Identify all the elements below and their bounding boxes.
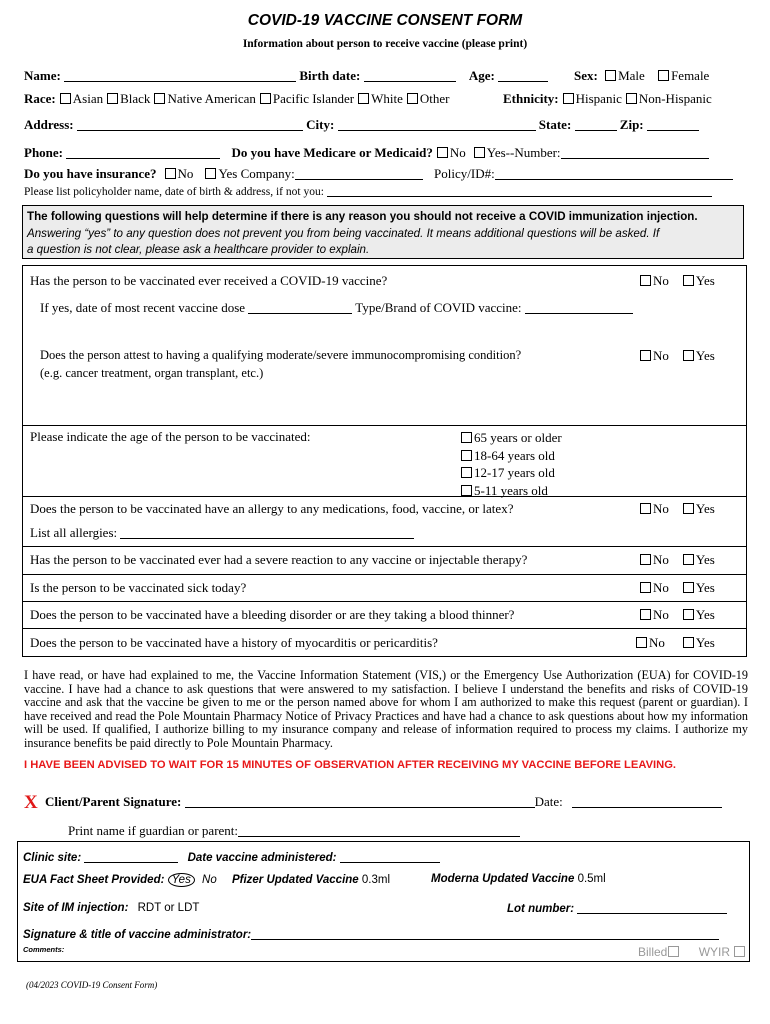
- question-allergy: Does the person to be vaccinated have an allergy to any medications, food, vaccine, or latex?: [30, 501, 514, 516]
- print-name-row: [68, 823, 520, 839]
- age-option: 12-17 years old: [474, 465, 555, 480]
- ethnicity-row: [503, 91, 712, 107]
- policyholder-field[interactable]: [327, 186, 712, 197]
- name-row: [24, 68, 548, 84]
- billed-label: Billed: [638, 945, 668, 959]
- race-option-native-american: Native American: [167, 91, 256, 106]
- site-im-row: [23, 902, 199, 914]
- yes-no-group: [632, 635, 715, 651]
- page-title: COVID-19 VACCINE CONSENT FORM: [247, 12, 523, 29]
- pfizer-label: Pfizer Updated Vaccine: [231, 874, 359, 886]
- divider: [22, 496, 747, 497]
- race-option-other: Other: [419, 91, 450, 106]
- age-checkbox[interactable]: [461, 432, 472, 443]
- allergies-field[interactable]: [120, 526, 414, 539]
- yes-checkbox[interactable]: [683, 554, 694, 565]
- state-label: State:: [538, 117, 572, 132]
- table-right-border: [746, 265, 747, 657]
- lot-field[interactable]: [577, 902, 727, 914]
- yes-label: Yes: [695, 607, 715, 622]
- zip-label: Zip:: [619, 117, 644, 132]
- yes-no-group: [636, 501, 715, 517]
- yes-label: Yes: [695, 552, 715, 567]
- female-label: Female: [671, 68, 710, 83]
- medicare-number-field[interactable]: [561, 146, 709, 159]
- sex-label: Sex:: [574, 68, 598, 83]
- male-label: Male: [618, 68, 645, 83]
- admin-signature-label: Signature & title of vaccine administrator:: [23, 929, 252, 941]
- x-mark: X: [24, 792, 38, 813]
- insurance-no-checkbox[interactable]: [165, 168, 176, 179]
- race-checkbox-white[interactable]: [358, 93, 369, 104]
- yes-label: Yes: [695, 580, 715, 595]
- immunocompromised-examples: (e.g. cancer treatment, organ transplant, etc.): [40, 366, 264, 380]
- wyir-checkbox[interactable]: [734, 946, 745, 957]
- no-checkbox[interactable]: [640, 503, 651, 514]
- prior-dose-row: [40, 300, 633, 316]
- moderna-dose: 0.5ml: [577, 873, 606, 885]
- question-myocarditis: Does the person to be vaccinated have a history of myocarditis or pericarditis?: [30, 635, 438, 650]
- race-checkbox-pacific-islander[interactable]: [260, 93, 271, 104]
- admin-signature-row: [23, 928, 719, 941]
- city-label: City:: [306, 117, 335, 132]
- admin-signature-field[interactable]: [251, 928, 719, 940]
- allergies-label: List all allergies:: [30, 525, 118, 540]
- clinic-site-label: Clinic site:: [23, 852, 82, 864]
- yes-no-group: [636, 348, 715, 364]
- birth-date-label: Birth date:: [299, 68, 361, 83]
- race-checkbox-native-american[interactable]: [154, 93, 165, 104]
- phone-label: Phone:: [24, 145, 63, 160]
- form-version-footer: (04/2023 COVID-19 Consent Form): [26, 980, 158, 990]
- insurance-yes-checkbox[interactable]: [205, 168, 216, 179]
- yes-no-group: [636, 580, 715, 596]
- site-im-options[interactable]: RDT or LDT: [137, 902, 200, 914]
- lot-row: [507, 902, 727, 915]
- clinic-site-field[interactable]: [84, 851, 178, 863]
- policyholder-row: [24, 186, 712, 198]
- race-label: Race:: [24, 91, 56, 106]
- medicare-no-label: No: [449, 145, 466, 160]
- female-checkbox[interactable]: [658, 70, 669, 81]
- insurance-label: Do you have insurance?: [24, 166, 157, 181]
- moderna-row: [431, 873, 606, 885]
- no-label: No: [649, 635, 665, 650]
- question-immunocompromised: Does the person attest to having a qualifying moderate/severe immunocompromising condition?: [40, 348, 522, 362]
- page-subtitle: Information about person to receive vaccine (please print): [242, 38, 528, 50]
- race-option-black: Black: [120, 91, 151, 106]
- notice-line-2: Answering “yes” to any question does not prevent you from being vaccinated. It means additional questions will be asked. If: [27, 226, 660, 240]
- print-name-field[interactable]: [238, 824, 520, 837]
- no-label: No: [653, 607, 669, 622]
- vaccine-brand-label: Type/Brand of COVID vaccine:: [355, 300, 522, 315]
- yes-label: Yes: [695, 348, 715, 363]
- name-label: Name:: [24, 68, 61, 83]
- no-checkbox[interactable]: [640, 554, 651, 565]
- age-option: 65 years or older: [474, 430, 562, 445]
- age-label: Age:: [468, 68, 495, 83]
- date-administered-label: Date vaccine administered:: [187, 852, 337, 864]
- ethnicity-option-hispanic: Hispanic: [575, 91, 622, 106]
- age-option: 18-64 years old: [474, 447, 555, 463]
- no-checkbox[interactable]: [640, 582, 651, 593]
- notice-box: [22, 205, 744, 259]
- ethnicity-option-non-hispanic: Non-Hispanic: [638, 91, 712, 106]
- print-name-label: Print name if guardian or parent:: [68, 823, 239, 838]
- yes-no-group: [636, 273, 715, 289]
- birth-date-field[interactable]: [364, 69, 456, 82]
- address-label: Address:: [24, 117, 74, 132]
- race-checkbox-black[interactable]: [107, 93, 118, 104]
- signature-row: [24, 792, 722, 814]
- site-im-label: Site of IM injection:: [23, 902, 129, 914]
- male-checkbox[interactable]: [605, 70, 616, 81]
- insurance-no-label: No: [177, 166, 194, 181]
- no-label: No: [653, 273, 669, 288]
- race-row: [24, 91, 449, 107]
- allergies-row: [30, 525, 414, 541]
- policy-field[interactable]: [495, 167, 733, 180]
- race-option-pacific-islander: Pacific Islander: [272, 91, 355, 106]
- table-left-border: [22, 265, 23, 657]
- lot-label: Lot number:: [507, 903, 575, 915]
- notice-line-3: a question is not clear, please ask a healthcare provider to explain.: [27, 243, 370, 256]
- no-checkbox[interactable]: [636, 637, 647, 648]
- yes-checkbox[interactable]: [683, 275, 694, 286]
- clinic-site-row: [23, 851, 440, 864]
- zip-field[interactable]: [647, 118, 699, 131]
- sex-row: [574, 68, 709, 84]
- divider: [22, 628, 747, 629]
- question-age: Please indicate the age of the person to be vaccinated:: [30, 429, 311, 444]
- consent-paragraph: I have read, or have had explained to me, the Vaccine Information Statement (VIS,) or the Emergency Use Authorization (EUA) for COVID-19 vaccine. I have had a chance to ask questions that were answered to my satisfaction. I believe I understand the benefits and risks of COVID-19 vaccine and ask that the vaccine be given to me or the person named above for whom I am authorized to make this request (parent or guardian). I have received and read the Pole Mountain Pharmacy Notice of Privacy Practices and have had a chance to ask questions about how my information will be used. If qualified, I authorize billing to my insurance company and release of information required to process my claims. I authorize my insurance benefits be paid directly to Pole Mountain Pharmacy.: [24, 668, 748, 750]
- medicare-label: Do you have Medicare or Medicaid?: [231, 145, 433, 160]
- medicare-no-checkbox[interactable]: [437, 147, 448, 158]
- prior-dose-field[interactable]: [248, 301, 352, 314]
- question-bleeding-disorder: Does the person to be vaccinated have a bleeding disorder or are they taking a blood thinner?: [30, 607, 515, 622]
- comments-label: Comments:: [23, 945, 65, 954]
- divider: [22, 574, 747, 575]
- question-prior-vaccine: Has the person to be vaccinated ever received a COVID-19 vaccine?: [30, 273, 388, 288]
- divider: [22, 546, 747, 547]
- wyir-label: WYIR: [698, 945, 731, 959]
- eua-no-option[interactable]: No: [202, 874, 217, 886]
- signature-field[interactable]: [185, 795, 535, 808]
- no-label: No: [653, 501, 669, 516]
- ethnicity-checkbox-hispanic[interactable]: [563, 93, 574, 104]
- divider: [22, 265, 747, 266]
- ethnicity-checkbox-non-hispanic[interactable]: [626, 93, 637, 104]
- ethnicity-label: Ethnicity:: [503, 91, 559, 106]
- eua-yes-option[interactable]: Yes: [168, 873, 195, 887]
- date-label: Date:: [534, 794, 563, 809]
- eua-row: [23, 873, 390, 887]
- signature-label: Client/Parent Signature:: [44, 794, 182, 809]
- divider: [22, 601, 747, 602]
- question-sick-today: Is the person to be vaccinated sick today?: [30, 580, 247, 595]
- policyholder-label: Please list policyholder name, date of birth & address, if not you:: [24, 186, 324, 198]
- address-field[interactable]: [77, 118, 303, 131]
- eua-label: EUA Fact Sheet Provided:: [23, 874, 165, 886]
- date-administered-field[interactable]: [340, 851, 440, 863]
- medicare-yes-checkbox[interactable]: [474, 147, 485, 158]
- prior-dose-label: If yes, date of most recent vaccine dose: [40, 300, 246, 315]
- insurance-yes-label: Yes Company:: [218, 166, 295, 181]
- policy-label: Policy/ID#:: [434, 166, 495, 181]
- insurance-row: [24, 166, 733, 182]
- name-field[interactable]: [64, 69, 296, 82]
- phone-row: [24, 145, 709, 161]
- moderna-label: Moderna Updated Vaccine: [431, 873, 575, 885]
- no-checkbox[interactable]: [640, 350, 651, 361]
- no-checkbox[interactable]: [640, 275, 651, 286]
- insurance-company-field[interactable]: [295, 167, 423, 180]
- billing-flags: [638, 945, 747, 959]
- yes-no-group: [636, 552, 715, 568]
- divider: [22, 656, 747, 657]
- no-label: No: [653, 348, 669, 363]
- no-checkbox[interactable]: [640, 609, 651, 620]
- no-label: No: [653, 580, 669, 595]
- yes-checkbox[interactable]: [683, 503, 694, 514]
- yes-checkbox[interactable]: [683, 582, 694, 593]
- address-row: [24, 117, 699, 133]
- yes-no-group: [636, 607, 715, 623]
- billed-checkbox[interactable]: [668, 946, 679, 957]
- age-checkbox[interactable]: [461, 485, 472, 496]
- state-field[interactable]: [575, 118, 617, 131]
- no-label: No: [653, 552, 669, 567]
- date-field[interactable]: [572, 795, 722, 808]
- race-option-asian: Asian: [72, 91, 104, 106]
- yes-label: Yes: [695, 273, 715, 288]
- age-option: 5-11 years old: [474, 482, 548, 498]
- question-severe-reaction: Has the person to be vaccinated ever had a severe reaction to any vaccine or injectable therapy?: [30, 552, 528, 567]
- race-checkbox-asian[interactable]: [60, 93, 71, 104]
- age-checkbox[interactable]: [461, 450, 472, 461]
- notice-line-1: The following questions will help determine if there is any reason you should not receive a COVID immunization injection.: [27, 210, 698, 223]
- race-checkbox-other[interactable]: [407, 93, 418, 104]
- vaccine-brand-field[interactable]: [525, 301, 633, 314]
- yes-checkbox[interactable]: [683, 609, 694, 620]
- yes-label: Yes: [695, 501, 715, 516]
- yes-label: Yes: [695, 635, 715, 650]
- observation-warning: I HAVE BEEN ADVISED TO WAIT FOR 15 MINUTES OF OBSERVATION AFTER RECEIVING MY VACCINE BEFORE LEAVING.: [24, 759, 677, 771]
- divider: [22, 425, 747, 426]
- age-field[interactable]: [498, 69, 548, 82]
- yes-checkbox[interactable]: [683, 350, 694, 361]
- medicare-yes-label: Yes--Number:: [486, 145, 561, 160]
- city-field[interactable]: [338, 118, 536, 131]
- race-option-white: White: [371, 91, 403, 106]
- pfizer-dose: 0.3ml: [361, 874, 391, 886]
- yes-checkbox[interactable]: [683, 637, 694, 648]
- phone-field[interactable]: [66, 146, 220, 159]
- age-checkbox[interactable]: [461, 467, 472, 478]
- age-options: [457, 429, 562, 499]
